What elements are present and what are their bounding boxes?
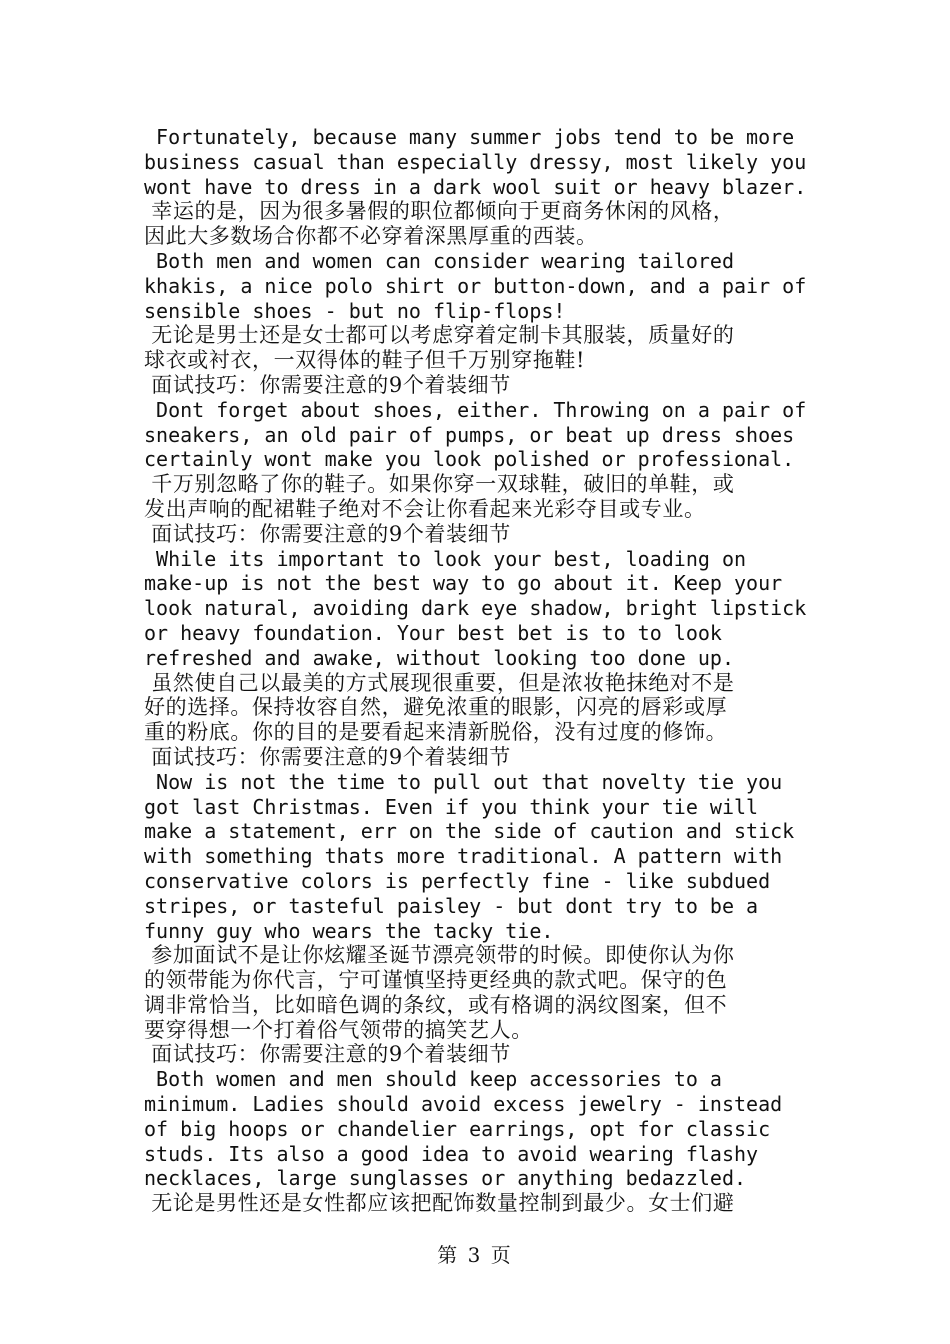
chinese-text-line: 的领带能为你代言，宁可谨慎坚持更经典的款式吧。保守的色 [144, 968, 728, 993]
english-text-line: wont have to dress in a dark wool suit or heavy blazer. [144, 174, 807, 199]
english-text-line: business casual than especially dressy, most likely you [144, 149, 807, 174]
chinese-text-line: 因此大多数场合你都不必穿着深黑厚重的西装。 [144, 224, 598, 249]
english-text-line: Both men and women can consider wearing tailored [144, 248, 735, 273]
chinese-text-line: 调非常恰当，比如暗色调的条纹，或有格调的涡纹图案，但不 [144, 992, 728, 1017]
english-text-line: Now is not the time to pull out that novelty tie you [144, 769, 783, 794]
chinese-text-line: 千万别忽略了你的鞋子。如果你穿一双球鞋，破旧的单鞋，或 [144, 472, 735, 497]
english-text-line: funny guy who wears the tacky tie. [144, 918, 554, 943]
english-text-line: sensible shoes - but no flip-flops! [144, 298, 566, 323]
chinese-text-line: 面试技巧：你需要注意的9个着装细节 [144, 1042, 511, 1067]
english-text-line: look natural, avoiding dark eye shadow, bright lipstick [144, 596, 807, 621]
english-text-line: While its important to look your best, loading on [144, 546, 747, 571]
chinese-text-line: 无论是男性还是女性都应该把配饰数量控制到最少。女士们避 [144, 1191, 735, 1216]
page-number: 第 3 页 [437, 1243, 513, 1267]
english-text-line: khakis, a nice polo shirt or button-down, and a pair of [144, 273, 807, 298]
english-text-line: with something thats more traditional. A pattern with [144, 844, 783, 869]
english-text-line: necklaces, large sunglasses or anything bedazzled. [144, 1166, 747, 1191]
chinese-text-line: 幸运的是，因为很多暑假的职位都倾向于更商务休闲的风格， [144, 199, 735, 224]
english-text-line: studs. Its also a good idea to avoid wearing flashy [144, 1141, 759, 1166]
english-text-line: Dont forget about shoes, either. Throwing on a pair of [144, 397, 807, 422]
english-text-line: stripes, or tasteful paisley - but dont try to be a [144, 893, 759, 918]
chinese-text-line: 面试技巧：你需要注意的9个着装细节 [144, 521, 511, 546]
english-text-line: certainly wont make you look polished or professional. [144, 447, 795, 472]
english-text-line: conservative colors is perfectly fine - like subdued [144, 868, 771, 893]
chinese-text-line: 重的粉底。你的目的是要看起来清新脱俗，没有过度的修饰。 [144, 720, 728, 745]
english-text-line: minimum. Ladies should avoid excess jewelry - instead [144, 1092, 783, 1117]
chinese-text-line: 球衣或衬衣，一双得体的鞋子但千万别穿拖鞋! [144, 348, 586, 373]
chinese-text-line: 面试技巧：你需要注意的9个着装细节 [144, 744, 511, 769]
english-text-line: make a statement, err on the side of caution and stick [144, 819, 795, 844]
chinese-text-line: 发出声响的配裙鞋子绝对不会让你看起来光彩夺目或专业。 [144, 496, 706, 521]
chinese-text-line: 面试技巧：你需要注意的9个着装细节 [144, 372, 511, 397]
chinese-text-line: 无论是男士还是女士都可以考虑穿着定制卡其服装，质量好的 [144, 323, 735, 348]
english-text-line: got last Christmas. Even if you think your tie will [144, 794, 759, 819]
chinese-text-line: 好的选择。保持妆容自然，避免浓重的眼影，闪亮的唇彩或厚 [144, 695, 728, 720]
english-text-line: Both women and men should keep accessories to a [144, 1067, 722, 1092]
english-text-line: make-up is not the best way to go about it. Keep your [144, 571, 783, 596]
english-text-line: or heavy foundation. Your best bet is to to look [144, 620, 722, 645]
chinese-text-line: 参加面试不是让你炫耀圣诞节漂亮领带的时候。即使你认为你 [144, 943, 735, 968]
english-text-line: refreshed and awake, without looking too done up. [144, 645, 735, 670]
english-text-line: sneakers, an old pair of pumps, or beat up dress shoes [144, 422, 795, 447]
document-body [144, 125, 808, 1216]
english-text-line: Fortunately, because many summer jobs tend to be more [144, 125, 795, 149]
chinese-text-line: 虽然使自己以最美的方式展现很重要，但是浓妆艳抹绝对不是 [144, 670, 735, 695]
english-text-line: of big hoops or chandelier earrings, opt for classic [144, 1116, 771, 1141]
chinese-text-line: 要穿得想一个打着俗气领带的搞笑艺人。 [144, 1017, 533, 1042]
